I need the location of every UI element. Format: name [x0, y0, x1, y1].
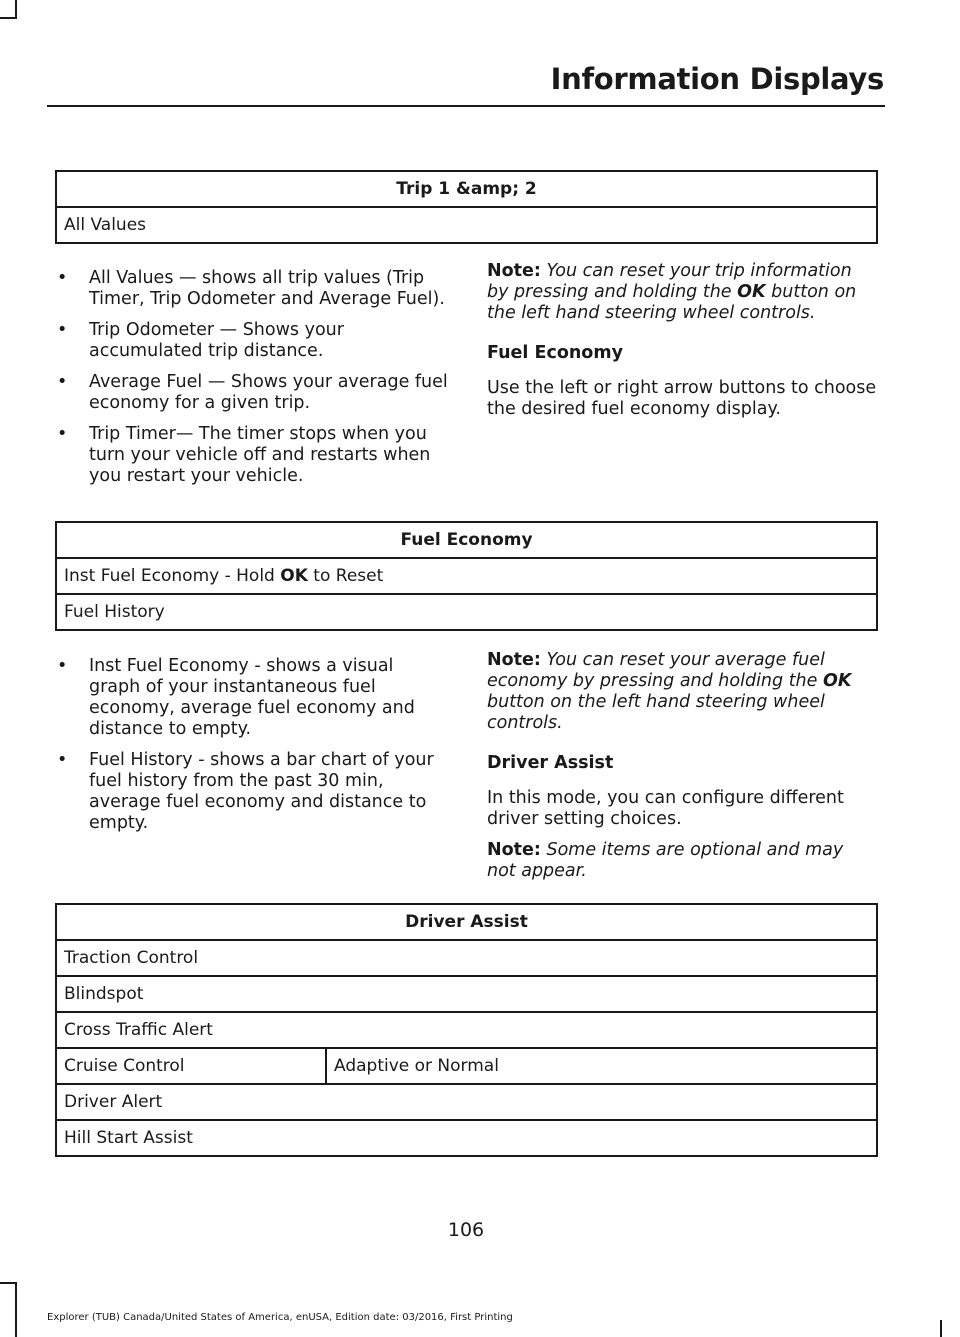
cell-bold: OK — [280, 566, 308, 586]
list-item-text: Trip Timer— The timer stops when you turn your vehicle off and restarts when you restart your vehicle. — [89, 424, 431, 486]
note-bold: OK — [823, 671, 852, 691]
table-row: Fuel History — [56, 594, 877, 630]
list-item-text: Average Fuel — Shows your average fuel economy for a given trip. — [89, 372, 448, 413]
note-text: button on the left hand steering wheel controls. — [487, 692, 825, 733]
table-row: Traction Control — [56, 940, 877, 976]
note-text: You can reset your trip information by pressing and holding the — [487, 261, 852, 302]
cruise-label-cell: Cruise Control — [56, 1048, 326, 1084]
cell-text: Inst Fuel Economy - Hold — [64, 566, 275, 586]
fuel-bullet-list — [55, 656, 450, 844]
note-label: Note: — [487, 840, 541, 860]
note-text: Some items are optional and may not appear. — [487, 840, 844, 881]
crop-mark — [15, 0, 17, 18]
list-item-text: All Values — shows all trip values (Trip Timer, Trip Odometer and Average Fuel). — [89, 268, 445, 309]
note-label: Note: — [487, 650, 541, 670]
table-row: Hill Start Assist — [56, 1120, 877, 1156]
list-item: • Inst Fuel Economy - shows a visual graph of your instantaneous fuel economy, average fuel economy and distance to empty. — [57, 656, 415, 739]
list-item: • Fuel History - shows a bar chart of your fuel history from the past 30 min, average fuel economy and distance to empty. — [57, 750, 434, 833]
fuel-note-column — [487, 650, 877, 882]
trip-table-title: Trip 1 &amp; 2 — [56, 171, 877, 207]
list-item: • Trip Timer— The timer stops when you turn your vehicle off and restarts when you restart your vehicle. — [57, 424, 431, 486]
fuel-note — [487, 650, 877, 734]
driver-note — [487, 840, 877, 882]
fuel-table — [55, 521, 878, 631]
header-divider — [47, 105, 885, 107]
note-bold: OK — [737, 282, 766, 302]
list-item: • All Values — shows all trip values (Trip Timer, Trip Odometer and Average Fuel). — [57, 268, 445, 309]
note-text: You can reset your average fuel economy by pressing and holding the — [487, 650, 825, 691]
table-row: Driver Alert — [56, 1084, 877, 1120]
cell-text: to Reset — [313, 566, 384, 586]
list-item-text: Fuel History - shows a bar chart of your fuel history from the past 30 min, average fuel economy and distance to empty. — [89, 750, 434, 833]
table-row — [56, 558, 877, 594]
trip-note — [487, 261, 877, 324]
driver-table-title: Driver Assist — [56, 904, 877, 940]
fuel-table-title: Fuel Economy — [56, 522, 877, 558]
crop-mark — [940, 1320, 942, 1337]
list-item: • Average Fuel — Shows your average fuel economy for a given trip. — [57, 372, 448, 413]
section-heading: Fuel Economy — [487, 343, 623, 363]
table-row: Blindspot — [56, 976, 877, 1012]
trip-table — [55, 170, 878, 244]
footer-text: Explorer (TUB) Canada/United States of America, enUSA, Edition date: 03/2016, First Printing — [47, 1312, 513, 1323]
section-heading: Driver Assist — [487, 753, 614, 773]
cruise-value-cell: Adaptive or Normal — [326, 1048, 877, 1084]
driver-table — [55, 903, 878, 1157]
trip-bullet-list — [55, 268, 450, 497]
list-item-text: Inst Fuel Economy - shows a visual graph of your instantaneous fuel economy, average fuel economy and distance to empty. — [89, 656, 415, 739]
crop-mark — [15, 1282, 17, 1337]
page-title: Information Displays — [550, 62, 884, 96]
crop-mark — [0, 17, 17, 19]
note-text: button on the left hand steering wheel controls. — [487, 282, 857, 323]
list-item: • Trip Odometer — Shows your accumulated trip distance. — [57, 320, 344, 361]
table-row: Cross Traffic Alert — [56, 1012, 877, 1048]
section-body: In this mode, you can configure different driver setting choices. — [487, 788, 844, 829]
crop-mark — [0, 1282, 17, 1284]
section-body: Use the left or right arrow buttons to choose the desired fuel economy display. — [487, 378, 877, 419]
trip-note-column — [487, 261, 877, 420]
note-label: Note: — [487, 261, 541, 281]
trip-table-row: All Values — [56, 207, 877, 243]
list-item-text: Trip Odometer — Shows your accumulated trip distance. — [89, 320, 344, 361]
page-number: 106 — [447, 1219, 485, 1241]
